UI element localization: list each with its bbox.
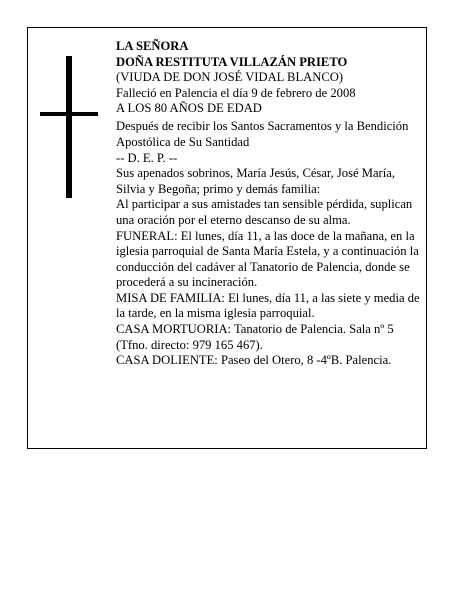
obituary-notice xyxy=(27,27,427,449)
cross-vertical-bar xyxy=(66,56,72,198)
cross-horizontal-bar xyxy=(40,112,98,116)
deceased-name: DOÑA RESTITUTA VILLAZÁN PRIETO xyxy=(116,54,348,69)
sacraments-statement: Después de recibir los Santos Sacramentos y la Bendición Apostólica de Su Santidad xyxy=(116,119,409,149)
mortuary-info: CASA MORTUORIA: Tanatorio de Palencia. Sala nº 5 (Tfno. directo: 979 165 467). xyxy=(116,322,394,352)
prayer-request: Al participar a sus amistades tan sensible pérdida, suplican una oración por el eterno descanso de su alma. xyxy=(116,197,413,227)
deceased-title: LA SEÑORA xyxy=(116,39,189,53)
family-mass-info: MISA DE FAMILIA: El lunes, día 11, a las siete y media de la tarde, en la misma iglesia parroquial. xyxy=(116,290,420,321)
widow-of: (VIUDA DE DON JOSÉ VIDAL BLANCO) xyxy=(116,70,344,85)
age-statement: A LOS 80 AÑOS DE EDAD xyxy=(116,101,262,116)
cross-icon xyxy=(40,56,98,198)
family-statement: Sus apenados sobrinos, María Jesús, César, José María, Silvia y Begoña; primo y demás familia: xyxy=(116,166,395,196)
funeral-info: FUNERAL: El lunes, día 11, a las doce de la mañana, en la iglesia parroquial de Santa María Estela, y a continuación la conducción del cadáver al Tanatorio de Palencia, donde se procederá a su incineración. xyxy=(116,228,419,290)
mourning-home-info: CASA DOLIENTE: Paseo del Otero, 8 -4ºB. Palencia. xyxy=(116,353,392,368)
dep-statement: -- D. E. P. -- xyxy=(116,150,178,165)
death-statement: Falleció en Palencia el día 9 de febrero de 2008 xyxy=(116,85,356,100)
obituary-text xyxy=(116,39,422,369)
